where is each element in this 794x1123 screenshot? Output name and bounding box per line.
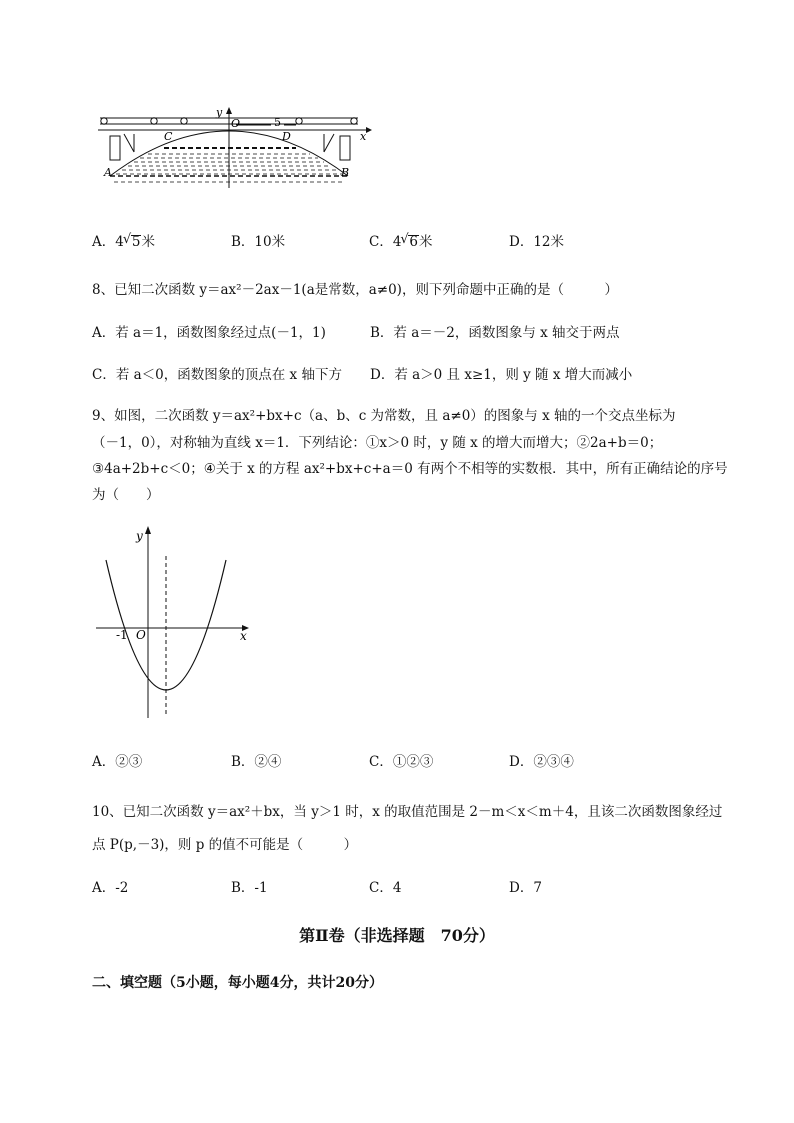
q9-line-3: ③4a+2b+c＜0；④关于 x 的方程 ax²+bx+c+a＝0 有两个不相等的实数根．其中，所有正确结论的序号 xyxy=(92,461,728,477)
q10-option-d: D．7 xyxy=(509,880,542,896)
q9-parabola-graph xyxy=(94,522,256,722)
section-title: 第Ⅱ卷（非选择题 70分） xyxy=(299,926,495,945)
graph-label-o: O xyxy=(136,628,146,642)
q10-option-b: B．-1 xyxy=(231,880,268,896)
q8-stem: 8、已知二次函数 y＝ax²－2ax－1(a是常数，a≠0)，则下列命题中正确的是（ ） xyxy=(92,282,618,298)
sqrt-symbol: √ 5 xyxy=(122,232,141,250)
q9-option-b: B．②④ xyxy=(231,754,282,770)
q9-option-d: D．②③④ xyxy=(509,754,574,770)
q8-option-b: B．若 a＝－2，函数图象与 x 轴交于两点 xyxy=(370,325,620,341)
q8-option-c: C．若 a＜0，函数图象的顶点在 x 轴下方 xyxy=(92,367,342,383)
sqrt-symbol: √ 6 xyxy=(400,232,419,250)
q10-line-1: 10、已知二次函数 y＝ax²＋bx，当 y＞1 时，x 的取值范围是 2－m＜x＜m＋4，且该二次函数图象经过 xyxy=(92,804,723,820)
q9-option-a: A．②③ xyxy=(92,754,143,770)
figure-label-d: D xyxy=(282,130,291,143)
q10-line-2: 点 P(p,－3)，则 p 的值不可能是（ ） xyxy=(92,837,358,853)
q7-option-c: C．4 √ 6米 xyxy=(369,232,433,250)
q9-option-c: C．①②③ xyxy=(369,754,434,770)
section-subtitle: 二、填空题（5小题，每小题4分，共计20分） xyxy=(92,975,383,991)
figure-label-y: y xyxy=(216,106,223,119)
q9-line-1: 9、如图，二次函数 y＝ax²+bx+c（a、b、c 为常数，且 a≠0）的图象与 x 轴的一个交点坐标为 xyxy=(92,408,676,424)
q7-option-a: A．4 √ 5米 xyxy=(92,232,155,250)
figure-label-five: 5 xyxy=(274,116,281,129)
graph-label-x: x xyxy=(240,629,247,643)
q9-line-4: 为（ ） xyxy=(92,487,160,503)
q9-line-2: （－1，0），对称轴为直线 x＝1．下列结论：①x＞0 时，y 随 x 的增大而增大；②2a+b＝0； xyxy=(92,435,663,451)
figure-label-o: O xyxy=(231,117,241,130)
q7-option-b: B．10米 xyxy=(231,234,286,250)
figure-label-x: x xyxy=(360,130,367,143)
figure-label-b: B xyxy=(341,166,350,179)
q7-option-d: D．12米 xyxy=(509,234,565,250)
graph-label-neg1: -1 xyxy=(116,628,128,642)
q10-option-c: C．4 xyxy=(369,880,402,896)
q10-option-a: A．-2 xyxy=(92,880,129,896)
graph-label-y: y xyxy=(136,529,143,543)
figure-label-c: C xyxy=(164,130,173,143)
bridge-arch-figure xyxy=(96,104,374,188)
figure-label-a: A xyxy=(104,166,112,179)
q8-option-a: A．若 a＝1，函数图象经过点(－1，1) xyxy=(92,325,326,341)
q8-option-d: D．若 a＞0 且 x≥1，则 y 随 x 增大而减小 xyxy=(370,367,633,383)
